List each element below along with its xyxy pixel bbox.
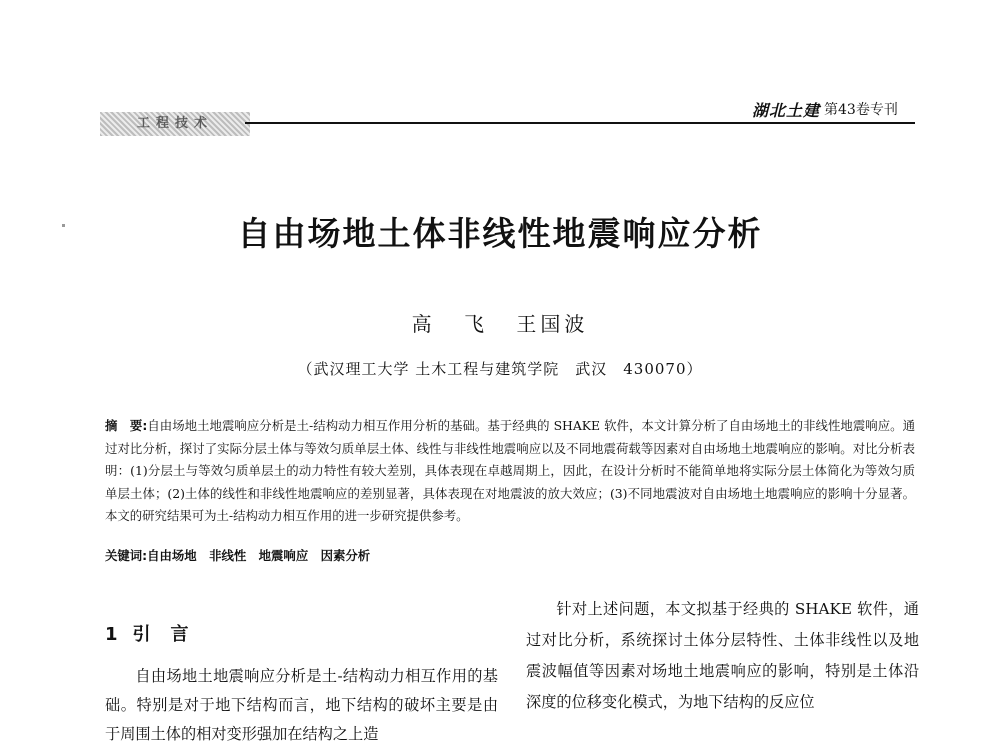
abstract [105,415,915,528]
abstract-text: 自由场地土地震响应分析是土-结构动力相互作用分析的基础。基于经典的 SHAKE 软件，本文计算分析了自由场地土的非线性地震响应。通过对比分析，探讨了实际分层土体与等效匀质单层土体、线性与非线性地震响应以及不同地震荷载等因素对自由场地土地震响应的影响。对比分析表明：(1)分层土与等效匀质单层土的动力特性有较大差别，具体表现在卓越周期上，因此，在设计分析时不能简单地将实际分层土体简化为等效匀质单层土体；(2)土体的线性和非线性地震响应的差别显著，具体表现在对地震波的放大效应；(3)不同地震波对自由场地土地震响应的影响十分显著。本文的研究结果可为土-结构动力相互作用的进一步研究提供参考。 [105,418,915,523]
journal-issue: 第43卷专刊 [824,102,898,118]
section-label: 工程技术 [100,112,250,136]
right-column-paragraph: 针对上述问题，本文拟基于经典的 SHAKE 软件，通过对比分析，系统探讨土体分层特性、土体非线性以及地震波幅值等因素对场地土地震响应的影响，特别是土体沿深度的位移变化模式，为地下结构的反应位 [526,600,919,711]
section-heading [105,620,190,646]
paper-title: 自由场地土体非线性地震响应分析 [237,214,763,253]
header-rule [245,122,915,124]
abstract-label: 摘 要: [105,418,148,433]
left-column-paragraph: 自由场地土地震响应分析是土-结构动力相互作用的基础。特别是对于地下结构而言，地下结构的破坏主要是由于周围土体的相对变形强加在结构之上造 [105,667,498,743]
keywords-text: 自由场地 非线性 地震响应 因素分析 [147,548,371,563]
paper-affiliation: （武汉理工大学 土木工程与建筑学院 武汉 430070） [297,360,703,378]
keywords [105,546,915,566]
keywords-label: 关键词: [105,548,148,563]
journal-name: 湖北土建 [752,101,821,120]
section-number: 1 [105,624,119,645]
paper-authors: 高 飞 王国波 [411,312,589,336]
section-title: 引 言 [132,624,190,645]
